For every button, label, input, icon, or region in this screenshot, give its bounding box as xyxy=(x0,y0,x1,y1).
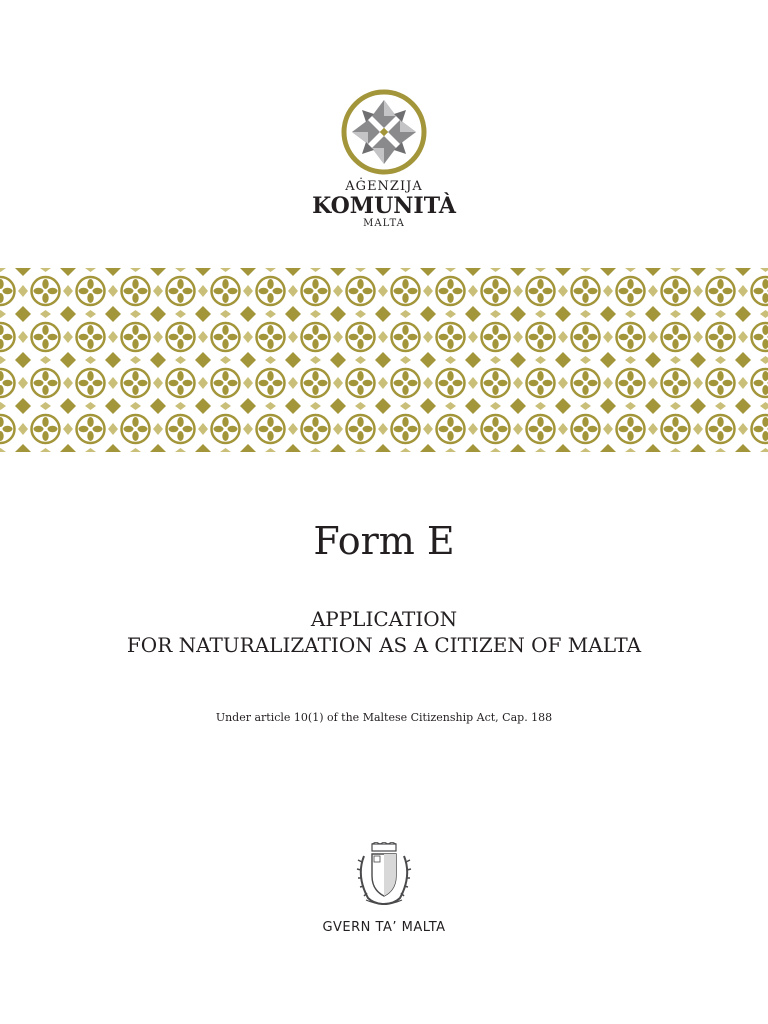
logo-agency-word: AĠENZIJA xyxy=(345,179,423,194)
logo-country-word: MALTA xyxy=(363,218,405,229)
application-title xyxy=(0,606,768,658)
tile-rosette-pattern xyxy=(0,268,768,452)
malta-coat-of-arms-icon xyxy=(354,842,414,908)
agency-logo xyxy=(0,88,768,230)
form-title: Form E xyxy=(313,519,455,563)
komunita-rosette-icon xyxy=(340,88,428,176)
legal-reference: Under article 10(1) of the Maltese Citizenship Act, Cap. 188 xyxy=(215,711,553,724)
government-name: GVERN TA’ MALTA xyxy=(322,920,446,935)
application-title-line2: FOR NATURALIZATION AS A CITIZEN OF MALTA xyxy=(126,633,642,657)
logo-community-word: KOMUNITÀ xyxy=(312,193,456,219)
application-title-line1: APPLICATION xyxy=(310,607,458,631)
